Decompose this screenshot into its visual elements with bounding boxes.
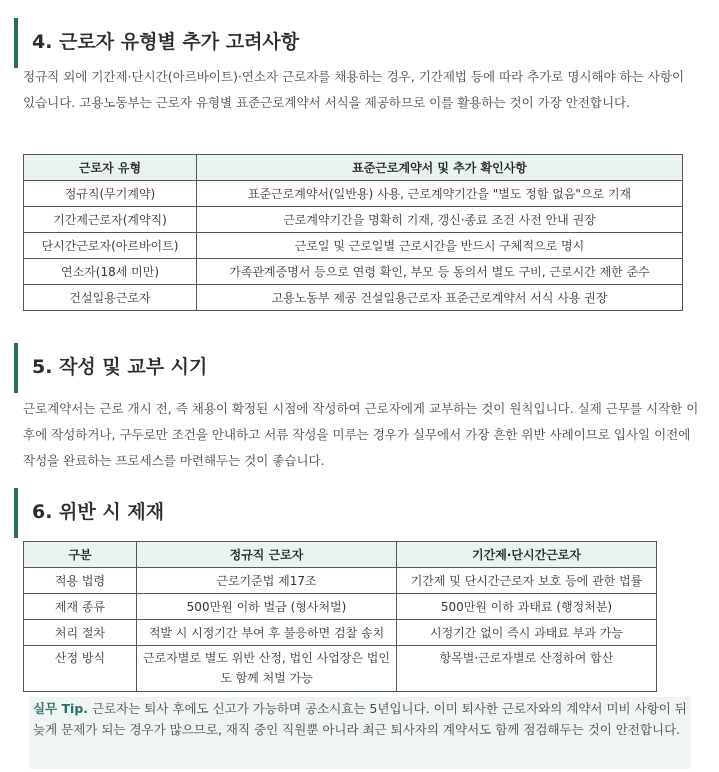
table-row	[24, 285, 683, 311]
table-row	[24, 594, 657, 620]
penalty-table	[23, 541, 657, 692]
table-cell: 고용노동부 제공 건설일용근로자 표준근로계약서 서식 사용 권장	[197, 285, 683, 311]
worker-type-table	[23, 154, 683, 311]
table-cell: 500만원 이하 벌금 (형사처벌)	[137, 594, 397, 620]
column-header: 기간제·단시간근로자	[397, 542, 657, 568]
practical-tip-box	[29, 697, 691, 769]
table-cell: 정규직(무기계약)	[24, 181, 197, 207]
section-4-paragraph: 정규직 외에 기간제·단시간(아르바이트)·연소자 근로자를 채용하는 경우, 기간제법 등에 따라 추가로 명시해야 하는 사항이 있습니다. 고용노동부는 근로자 유형별 표준근로계약서 서식을 제공하므로 이를 활용하는 것이 가장 안전합니다.	[23, 69, 685, 110]
table-cell: 500만원 이하 과태료 (행정처분)	[397, 594, 657, 620]
table-cell: 근로일 및 근로일별 근로시간을 반드시 구체적으로 명시	[197, 233, 683, 259]
tip-label: 실무 Tip.	[33, 701, 89, 716]
table-row	[24, 568, 657, 594]
table-cell: 가족관계증명서 등으로 연령 확인, 부모 등 동의서 별도 구비, 근로시간 제한 준수	[197, 259, 683, 285]
table-cell: 적용 법령	[24, 568, 137, 594]
table-row	[24, 207, 683, 233]
section-4-title: 4. 근로자 유형별 추가 고려사항	[14, 18, 704, 68]
table-cell: 처리 절차	[24, 620, 137, 646]
table-cell: 적발 시 시정기간 부여 후 불응하면 검찰 송치	[137, 620, 397, 646]
table-row	[24, 646, 657, 692]
table-cell: 표준근로계약서(일반용) 사용, 근로계약기간을 "별도 정함 없음"으로 기재	[197, 181, 683, 207]
table-header-row	[24, 155, 683, 181]
table-cell: 시정기간 없이 즉시 과태료 부과 가능	[397, 620, 657, 646]
section-5-title: 5. 작성 및 교부 시기	[14, 343, 704, 393]
table-row	[24, 620, 657, 646]
table-header-row	[24, 542, 657, 568]
column-header: 근로자 유형	[24, 155, 197, 181]
column-header: 구분	[24, 542, 137, 568]
table-cell: 근로계약기간을 명확히 기재, 갱신·종료 조건 사전 안내 권장	[197, 207, 683, 233]
table-cell: 제재 종류	[24, 594, 137, 620]
column-header: 표준근로계약서 및 추가 확인사항	[197, 155, 683, 181]
table-cell: 건설일용근로자	[24, 285, 197, 311]
table-cell: 근로기준법 제17조	[137, 568, 397, 594]
table-cell: 산정 방식	[24, 646, 137, 692]
table-row	[24, 259, 683, 285]
column-header: 정규직 근로자	[137, 542, 397, 568]
table-row	[24, 233, 683, 259]
table-cell: 단시간근로자(아르바이트)	[24, 233, 197, 259]
table-cell: 근로자별로 별도 위반 산정, 법인 사업장은 법인도 함께 처벌 가능	[137, 646, 397, 692]
table-cell: 연소자(18세 미만)	[24, 259, 197, 285]
section-6-title: 6. 위반 시 제재	[14, 488, 704, 538]
table-cell: 기간제근로자(계약직)	[24, 207, 197, 233]
table-row	[24, 181, 683, 207]
section-5-paragraph: 근로계약서는 근로 개시 전, 즉 채용이 확정된 시점에 작성하여 근로자에게 교부하는 것이 원칙입니다. 실제 근무를 시작한 이후에 작성하거나, 구두로만 조건을 안내하고 서류 작성을 미루는 경우가 실무에서 가장 흔한 위반 사례이므로 입사일 이전에 작성을 완료하는 프로세스를 마련해두는 것이 좋습니다.	[23, 401, 699, 468]
table-cell: 기간제 및 단시간근로자 보호 등에 관한 법률	[397, 568, 657, 594]
table-cell: 항목별·근로자별로 산정하여 합산	[397, 646, 657, 692]
tip-text: 근로자는 퇴사 후에도 신고가 가능하며 공소시효는 5년입니다. 이미 퇴사한 근로자와의 계약서 미비 사항이 뒤늦게 문제가 되는 경우가 많으므로, 재직 중인 직원뿐 아니라 최근 퇴사자의 계약서도 함께 점검해두는 것이 안전합니다.	[33, 701, 687, 737]
